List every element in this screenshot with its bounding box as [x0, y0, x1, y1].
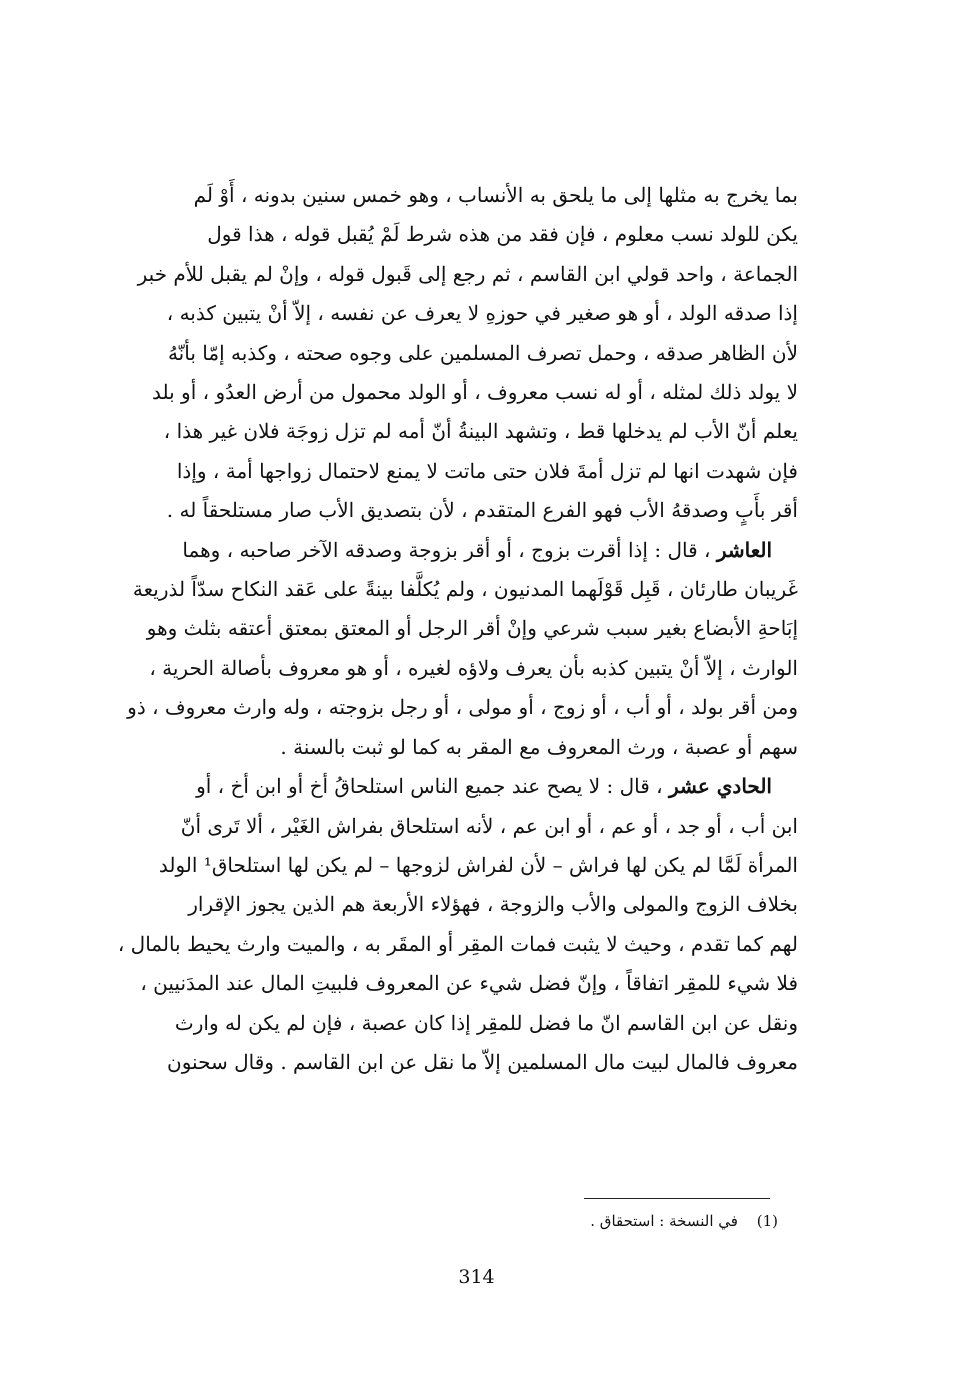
text-line: فإن شهدت انها لم تزل أمةَ فلان حتى ماتت لا يمنع لاحتمال زواجها أمة ، وإذا [176, 458, 798, 483]
text-line: فلا شيء للمقِر اتفاقاً ، وإنّ فضل شيء عن المعروف فلبيتِ المال عند المدَنيين ، [140, 971, 798, 996]
page-number: 314 [458, 1266, 495, 1288]
text-line: ونقل عن ابن القاسم انّ ما فضل للمقِر إذا كان عصبة ، فإن لم يكن له وارث [174, 1010, 798, 1035]
text-line [100, 531, 798, 570]
footnote-rule [584, 1198, 770, 1199]
paragraph-3 [100, 767, 798, 1082]
footnote-number: (1) [756, 1212, 778, 1230]
text-line: لأن الظاهر صدقه ، وحمل تصرف المسلمين على وجوه صحته ، وكذبه إمّا بأنّهُ [167, 340, 798, 365]
text-line: معروف فالمال لبيت مال المسلمين إلاّ ما نقل عن ابن القاسم . وقال سحنون [167, 1049, 798, 1074]
footnote [590, 1212, 778, 1230]
section-heading: الحادي عشر [669, 774, 772, 799]
text-line: ومن أقر بولد ، أو أب ، أو زوج ، أو مولى ، أو رجل بزوجته ، وله وارث معروف ، ذو [127, 695, 798, 720]
text-line: أقر بأَبٍ وصدقهُ الأب فهو الفرع المتقدم ، لأن بتصديق الأب صار مستلحقاً له . [166, 498, 798, 523]
paragraph-2 [100, 531, 798, 767]
text-line: إبَاحةِ الأبضاع بغير سبب شرعي وإنْ أقر الرجل أو المعتق بمعتق أعتقه بثلث وهو [146, 616, 798, 641]
text-line: سهم أو عصبة ، ورث المعروف مع المقر به كما لو ثبت بالسنة . [280, 734, 798, 759]
body-text [100, 176, 798, 1082]
text-line: يعلم أنّ الأب لم يدخلها قط ، وتشهد البينةُ أنّ أمه لم تزل زوجَة فلان غير هذا ، [163, 419, 798, 444]
text-line: لهم كما تقدم ، وحيث لا يثبت فمات المقِر أو المقَر به ، والميت وارث يحيط بالمال ، [117, 931, 798, 956]
text-line: يكن للولد نسب معلوم ، فإن فقد من هذه شرط لَمْ يُقبل قوله ، هذا قول [207, 222, 798, 247]
text-line: لا يولد ذلك لمثله ، أو له نسب معروف ، أو الولد محمول من أرض العدُو ، أو بلد [152, 380, 798, 405]
text-line: ابن أب ، أو جد ، أو عم ، أو ابن عم ، لأنه استلحاق بفراش الغَيْر ، ألا تَرى أنّ [180, 813, 798, 838]
footnote-text: في النسخة : استحقاق . [590, 1212, 738, 1230]
paragraph-1 [100, 176, 798, 531]
text-line: المرأة لَمَّا لم يكن لها فراش – لأن لفراش لزوجها – لم يكن لها استلحاق¹ الولد [158, 852, 798, 877]
text-line: الجماعة ، واحد قولي ابن القاسم ، ثم رجع إلى قَبول قوله ، وإنْ لم يقبل للأم خبر [137, 261, 798, 286]
text-line: بخلاف الزوج والمولى والأب والزوجة ، فهؤلاء الأربعة هم الذين يجوز الإقرار [188, 892, 798, 917]
text-line: إذا صدقه الولد ، أو هو صغير في حوزهِ لا يعرف عن نفسه ، إلاّ أنْ يتبين كذبه ، [166, 301, 798, 326]
text-run: ، قال : إذا أقرت بزوج ، أو أقر بزوجة وصدقه الآخر صاحبه ، وهما [182, 537, 711, 562]
text-line: بما يخرج به مثلها إلى ما يلحق به الأنساب ، وهو خمس سنين بدونه ، أَوْ لَم [193, 183, 798, 207]
text-line: غَريبان طارئان ، قَبِل قَوْلَهما المدنيون ، ولم يُكلَّفا بينةً على عَقد النكاح سدّاً لذريعة [132, 577, 798, 602]
section-heading: العاشر [716, 537, 772, 562]
text-run: ، قال : لا يصح عند جميع الناس استلحاقُ أخ أو ابن أخ ، أو [196, 774, 663, 799]
text-line: الوارث ، إلاّ أنْ يتبين كذبه بأن يعرف ولاؤه لغيره ، أو هو معروف بأصالة الحرية ، [149, 655, 798, 680]
text-line [100, 767, 798, 806]
